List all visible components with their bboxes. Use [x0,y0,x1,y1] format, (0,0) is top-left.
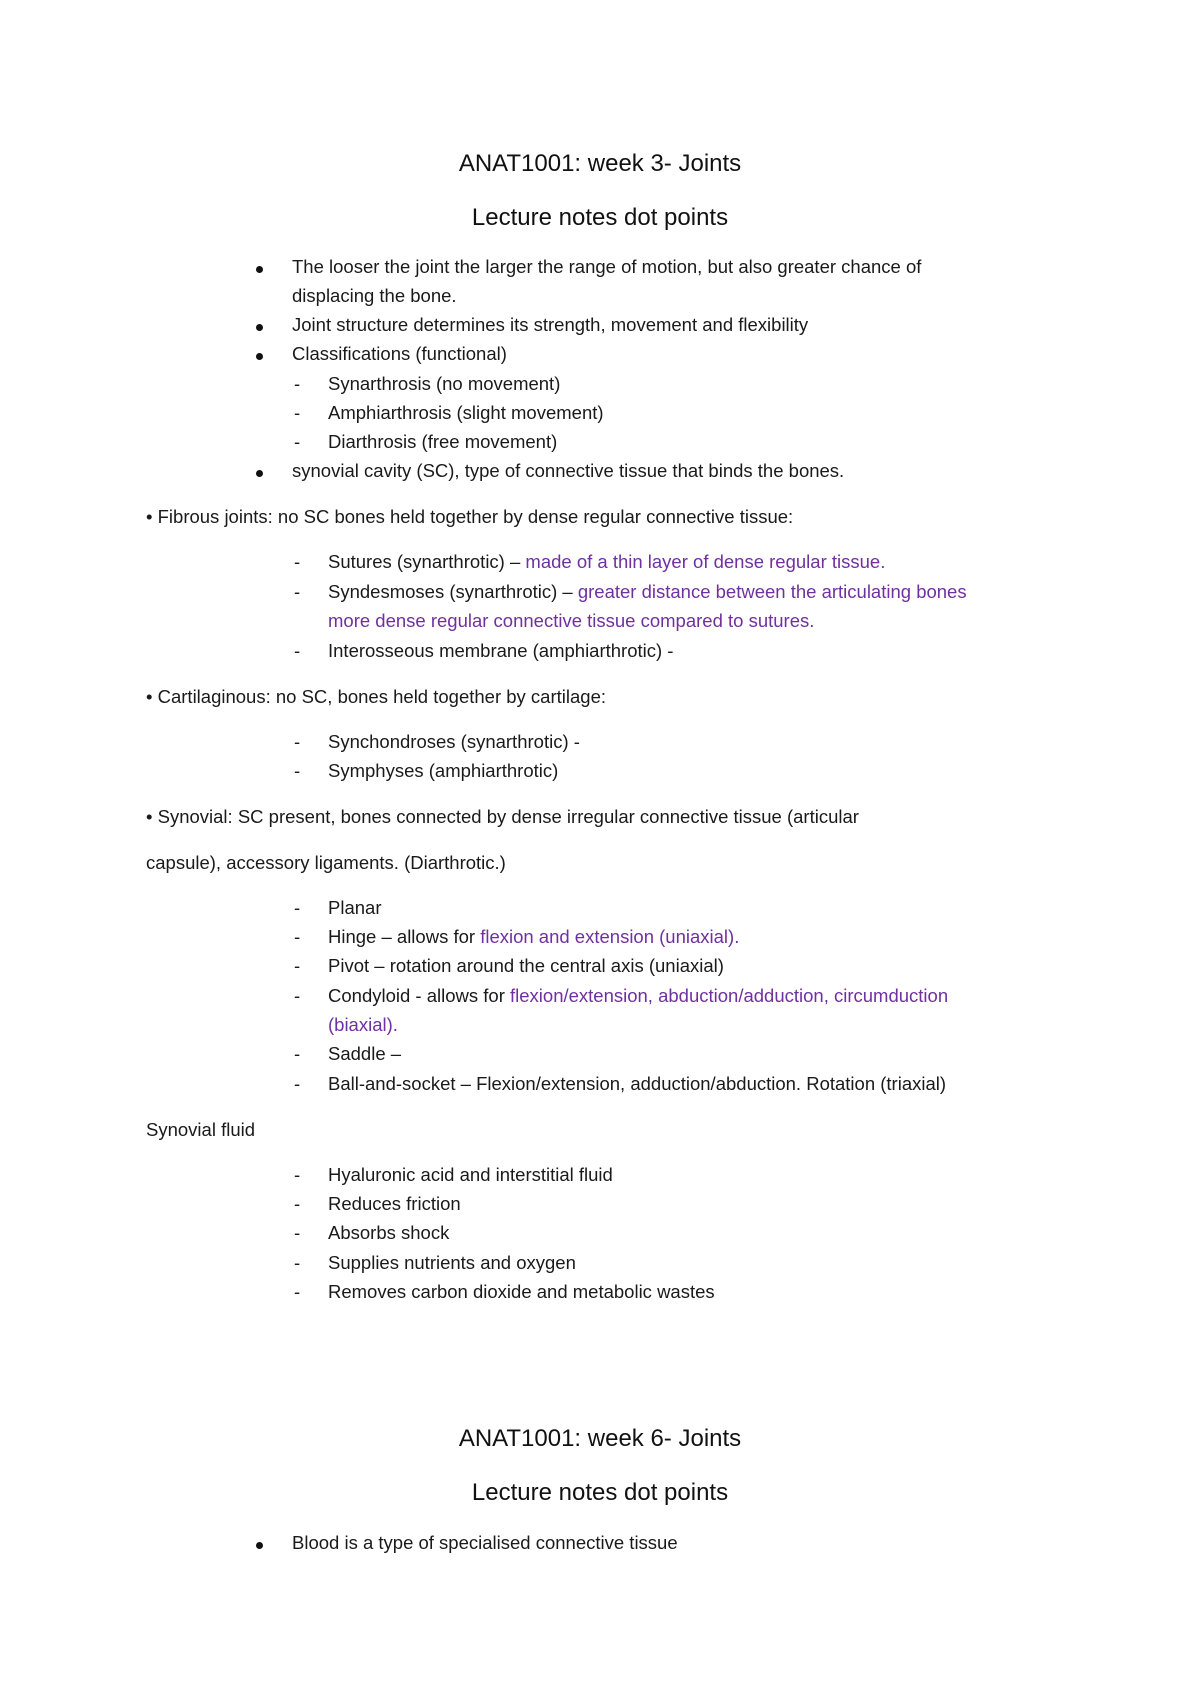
section2-subtitle: Lecture notes dot points [471,1479,729,1506]
dash-marker: - [294,640,301,661]
syndesmoses-note: greater distance between the articulating bones [577,581,967,602]
dash-marker: - [294,955,301,976]
syndesmoses-label: Syndesmoses (synarthrotic) – [328,581,578,602]
bullet-text: Blood is a type of specialised connective tissue [292,1532,678,1553]
dash-marker: - [294,985,301,1006]
cartilaginous-item: Symphyses (amphiarthrotic) [328,760,559,781]
bullet-dot [256,353,263,360]
syndesmoses-note-cont: more dense regular connective tissue compared to sutures. [328,610,815,631]
joint-type-item: Saddle – [328,1043,402,1064]
bullet-text: The looser the joint the larger the range of motion, but also greater chance of [292,256,922,277]
sutures-label: Sutures (synarthrotic) – [328,551,526,572]
sub-item: Synarthrosis (no movement) [328,373,561,394]
synovial-heading-cont: capsule), accessory ligaments. (Diarthrotic.) [146,852,506,873]
dash-marker: - [294,1252,301,1273]
dash-marker: - [294,431,301,452]
section1-subtitle: Lecture notes dot points [471,204,729,231]
bullet-dot [256,470,263,477]
cartilaginous-item: Synchondroses (synarthrotic) - [328,731,580,752]
fibrous-heading: • Fibrous joints: no SC bones held together by dense regular connective tissue: [146,506,794,527]
dash-marker: - [294,1164,301,1185]
dash-marker: - [294,926,301,947]
bullet-text: Classifications (functional) [292,343,507,364]
condyloid-note-cont: (biaxial). [328,1014,398,1035]
dash-marker: - [294,402,301,423]
dash-marker: - [294,551,301,572]
fluid-item: Hyaluronic acid and interstitial fluid [328,1164,613,1185]
dash-marker: - [294,1043,301,1064]
fluid-item: Removes carbon dioxide and metabolic wastes [328,1281,715,1302]
fluid-item: Reduces friction [328,1193,461,1214]
bullet-dot [256,1542,263,1549]
joint-type-item: Planar [328,897,382,918]
joint-type-item [328,926,739,948]
dash-marker: - [294,1193,301,1214]
dash-marker: - [294,1222,301,1243]
hinge-note: flexion and extension (uniaxial). [480,926,740,947]
synovial-heading: • Synovial: SC present, bones connected by dense irregular connective tissue (articular [146,806,859,827]
bullet-dot [256,324,263,331]
fluid-item: Absorbs shock [328,1222,450,1243]
joint-type-item: Ball-and-socket – Flexion/extension, adduction/abduction. Rotation (triaxial) [328,1073,947,1094]
condyloid-label: Condyloid - allows for [328,985,510,1006]
bullet-text: Joint structure determines its strength, movement and flexibility [292,314,809,335]
cartilaginous-heading: • Cartilaginous: no SC, bones held together by cartilage: [146,686,606,707]
joint-type-item: Pivot – rotation around the central axis (uniaxial) [328,955,724,976]
section1-title: ANAT1001: week 3- Joints [458,150,742,177]
bullet-text-cont: displacing the bone. [292,285,457,306]
section2-title: ANAT1001: week 6- Joints [458,1425,742,1452]
dash-marker: - [294,581,301,602]
sub-item: Amphiarthrosis (slight movement) [328,402,604,423]
dash-marker: - [294,731,301,752]
dash-marker: - [294,1281,301,1302]
synovial-fluid-heading: Synovial fluid [146,1119,256,1140]
fluid-item: Supplies nutrients and oxygen [328,1252,576,1273]
bullet-dot [256,266,263,273]
interosseous-item: Interosseous membrane (amphiarthrotic) - [328,640,674,661]
dash-marker: - [294,760,301,781]
dash-marker: - [294,897,301,918]
sutures-note: made of a thin layer of dense regular tissue. [525,551,886,572]
hinge-label: Hinge – allows for [328,926,481,947]
joint-type-item [328,985,948,1007]
sub-item: Diarthrosis (free movement) [328,431,558,452]
dash-marker: - [294,373,301,394]
dash-marker: - [294,1073,301,1094]
sutures-item [328,551,885,573]
syndesmoses-item [328,581,967,603]
condyloid-note: flexion/extension, abduction/adduction, circumduction [510,985,949,1006]
bullet-text: synovial cavity (SC), type of connective tissue that binds the bones. [292,460,845,481]
